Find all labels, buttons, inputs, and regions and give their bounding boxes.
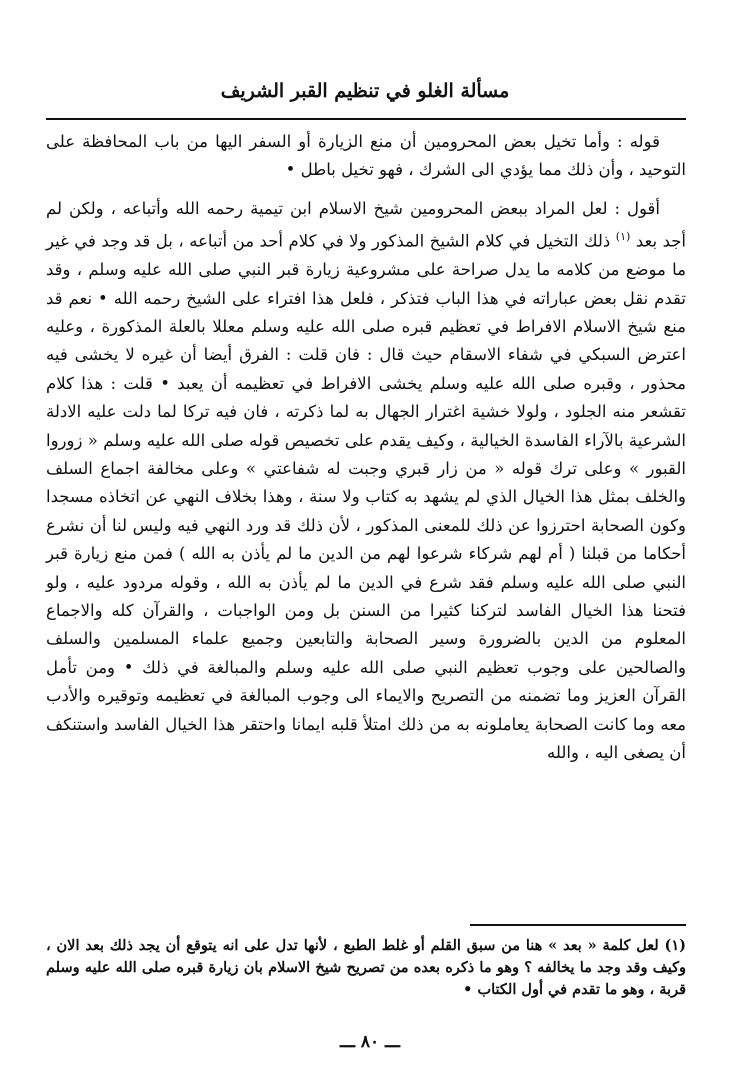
header-title: مسألة الغلو في تنظيم القبر الشريف (220, 80, 510, 102)
paragraph (46, 195, 686, 768)
running-header (50, 78, 680, 104)
paragraph-text: ذلك التخيل في كلام الشيخ المذكور ولا في كلام أحد من أتباعه ، بل قد وجد في غير ما موضع من كلامه ما يدل صراحة على مشروعية زيارة قبر النبي صلى الله عليه وسلم ، وقد تقدم نقل بعض عباراته في هذا الباب فتذكر ، فلعل هذا افتراء على الشيخ رحمه الله • نعم قد منع شيخ الاسلام الافراط في تعظيم قبره صلى الله عليه وسلم معللا بالعلة المذكورة ، وعليه اعترض السبكي في شفاء الاسقام حيث قال : فان قلت : الفرق أيضا أن غيره لا يخشى فيه محذور ، وقبره صلى الله عليه وسلم يخشى الافراط في تعظيمه أن يعبد • قلت : هذا كلام تقشعر منه الجلود ، ولولا خشية اغترار الجهال به لما ذكرته ، فان فيه تركا لما دلت عليه الادلة الشرعية بالآراء الفاسدة الخيالية ، وكيف يقدم على تخصيص قوله صلى الله عليه وسلم « زوروا القبور » وعلى ترك قوله « من زار قبري وجبت له شفاعتي » وعلى مخالفة اجماع السلف والخلف بمثل هذا الخيال الذي لم يشهد به كتاب ولا سنة ، وهذا بخلاف النهي عن اتخاذه مسجدا وكون الصحابة احترزوا عن ذلك للمعنى المذكور ، لأن ذلك قد ورد النهي فيه وليس لنا أن نشرع أحكاما من قبلنا ( أم لهم شركاء شرعوا لهم من الدين ما لم يأذن به الله ) فمن منع زيارة قبر النبي صلى الله عليه وسلم فقد شرع في الدين ما لم يأذن به الله ، وقوله مردود عليه ، ولو فتحنا هذا الخيال الفاسد لتركنا كثيرا من السنن بل ومن الواجبات ، والقرآن كله والاجماع المعلوم من الدين بالضرورة وسير الصحابة والتابعين وجميع علماء المسلمين والسلف والصالحين على وجوب تعظيم النبي صلى الله عليه وسلم والمبالغة في ذلك • ومن تأمل القرآن العزيز وما تضمنه من التصريح والايماء الى وجوب المبالغة في تعظيمه وتوقيره والأدب معه وما كانت الصحابة يعاملونه به من ذلك امتلأ قلبه ايمانا واحتقر هذا الخيال الفاسد واستنكف أن يصغى اليه ، والله (46, 231, 687, 763)
paragraph-text: أقول : لعل المراد ببعض المحرومين شيخ الاسلام ابن تيمية رحمه الله وأتباعه ، ولكن لم أجد بعد (46, 198, 687, 251)
footnote-reference: (١) (615, 230, 631, 244)
page-number: ـــ ٨٠ ـــ (339, 1032, 400, 1052)
footnote: (١) لعل كلمة « بعد » هنا من سبق القلم أو غلط الطبع ، لأنها تدل على انه يتوقع أن يجد ذلك بعد الان ، وكيف وقد وجد ما يخالفه ؟ وهو ما ذكره بعده من تصريح شيخ الاسلام بان زيارة قبره صلى الله عليه وسلم قربة ، وهو ما تقدم في أول الكتاب • (46, 937, 686, 998)
footnote-rule (470, 924, 686, 926)
header-rule (46, 118, 686, 120)
paragraph: قوله : وأما تخيل بعض المحرومين أن منع الزيارة أو السفر اليها من باب المحافظة على التوحيد ، وأن ذلك مما يؤدي الى الشرك ، فهو تخيل باطل • (46, 132, 686, 180)
main-text (46, 128, 686, 767)
